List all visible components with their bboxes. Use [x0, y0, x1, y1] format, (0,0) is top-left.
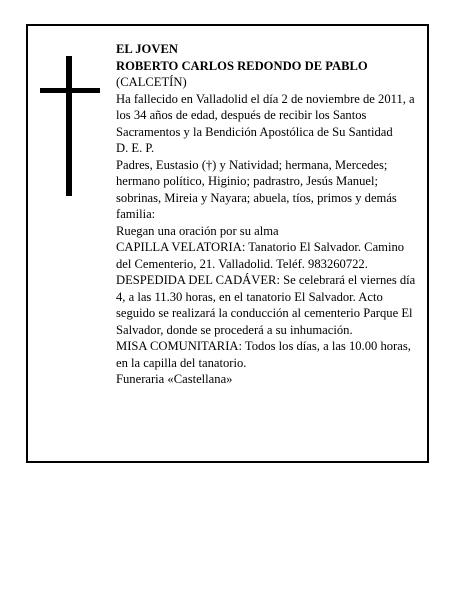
- death-announcement: Ha fallecido en Valladolid el día 2 de noviembre de 2011, a los 34 años de edad, después de recibir los Santos Sacramentos y la Bendición Apostólica de Su Santidad: [116, 91, 415, 139]
- prayer-request: Ruegan una oración por su alma: [116, 223, 279, 238]
- deceased-nickname: (CALCETÍN): [116, 75, 187, 89]
- deceased-name: ROBERTO CARLOS REDONDO DE PABLO: [116, 58, 368, 73]
- family-list: Padres, Eustasio (†) y Natividad; hermana, Mercedes; hermano político, Higinio; padrastro, Jesús Manuel; sobrinas, Mireia y Nayara; abuela, tíos, primos y demás familia:: [116, 157, 397, 221]
- rip-text: D. E. P.: [116, 141, 155, 155]
- notice-text: [116, 41, 421, 388]
- obituary-notice: [26, 24, 429, 463]
- chapel-info: CAPILLA VELATORIA: Tanatorio El Salvador. Camino del Cementerio, 21. Valladolid. Teléf. 983260722.: [116, 240, 405, 271]
- farewell-info: DESPEDIDA DEL CADÁVER: Se celebrará el viernes día 4, a las 11.30 horas, en el tanatorio El Salvador. Acto seguido se realizará la conducción al cementerio Parque El Salvador, donde se procederá a su inhumación.: [116, 273, 416, 337]
- notice-title: EL JOVEN: [116, 42, 178, 56]
- funeral-home: Funeraria «Castellana»: [116, 372, 233, 386]
- cross-vertical-bar: [66, 56, 72, 196]
- cross-icon: [40, 56, 100, 196]
- cross-horizontal-bar: [40, 88, 100, 93]
- mass-info: MISA COMUNITARIA: Todos los días, a las 10.00 horas, en la capilla del tanatorio.: [116, 339, 411, 370]
